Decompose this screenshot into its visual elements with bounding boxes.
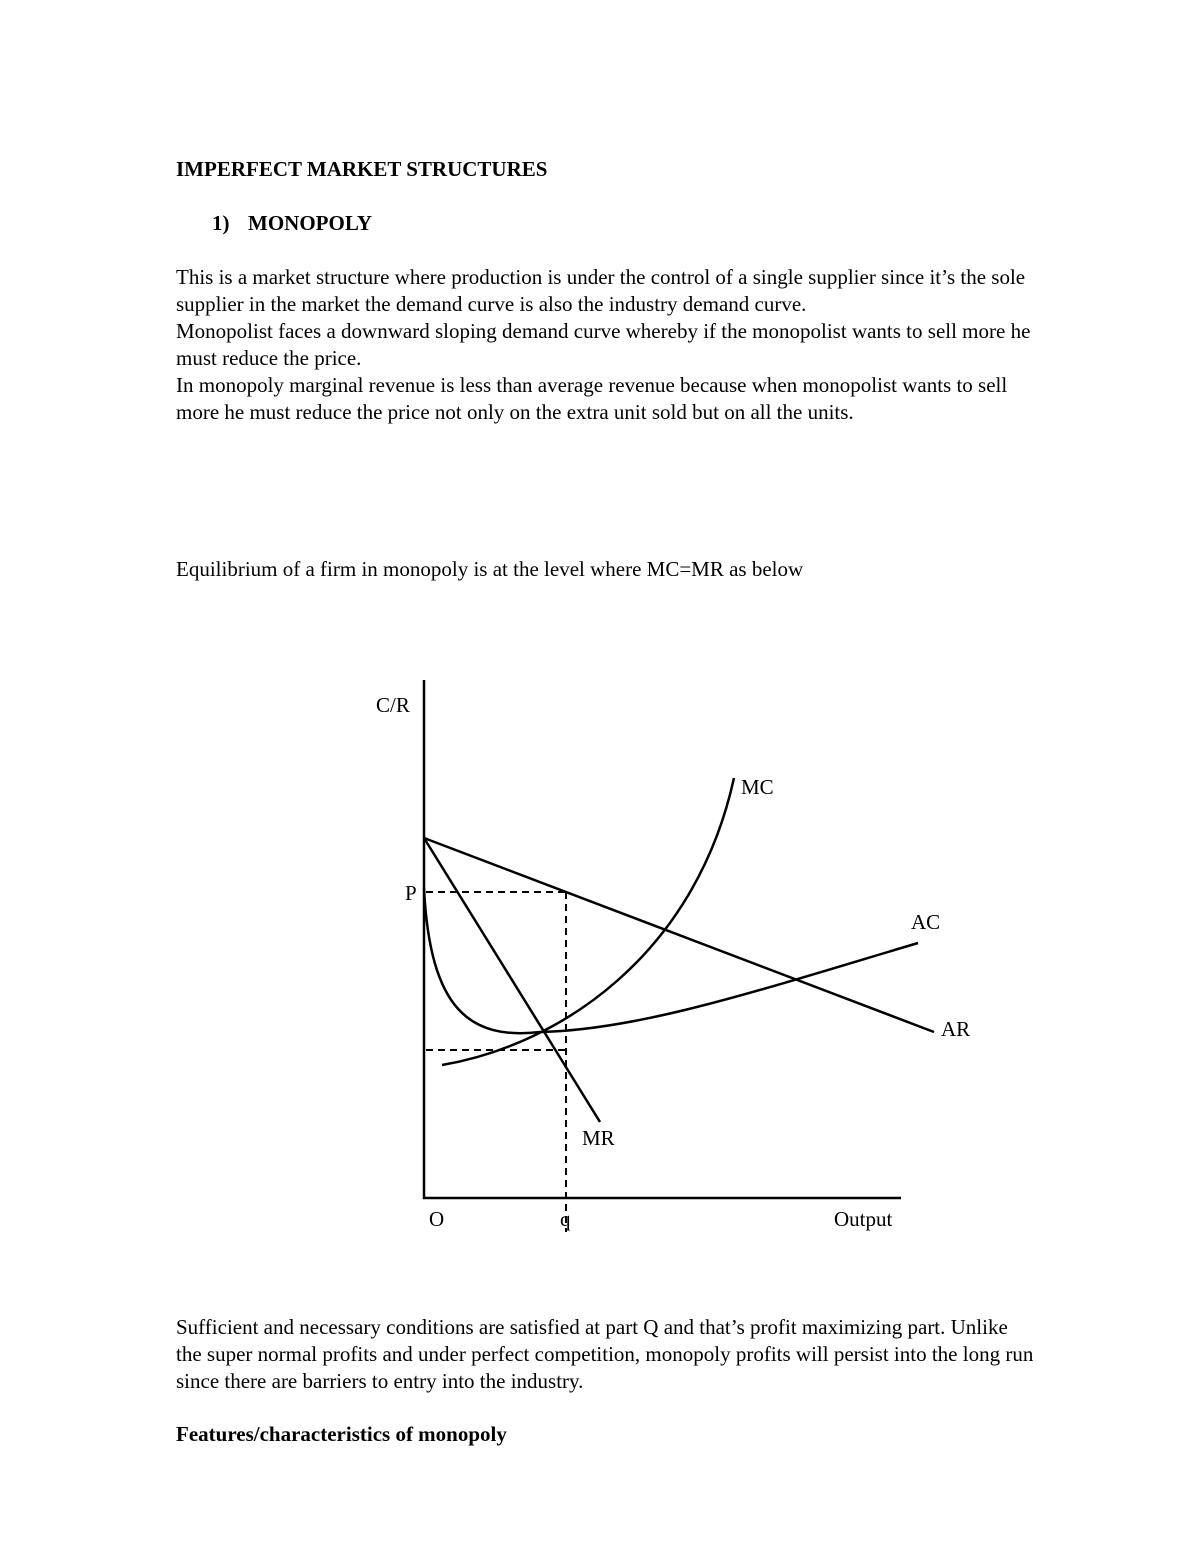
mr-label: MR	[582, 1126, 615, 1150]
document-title: IMPERFECT MARKET STRUCTURES	[176, 157, 548, 181]
section-number: 1)	[212, 211, 230, 235]
paragraph-definition: This is a market structure where production is under the control of a single supplier since it’s the sole supplier in the market the demand curve is also the industry demand curve.	[176, 265, 1026, 316]
mc-curve	[442, 778, 734, 1065]
ac-label: AC	[911, 910, 941, 934]
paragraph-marginal-revenue: In monopoly marginal revenue is less than average revenue because when monopolist wants to sell more he must reduce the price not only on the extra unit sold but on all the units.	[176, 373, 1008, 424]
paragraph-conclusion: Sufficient and necessary conditions are satisfied at part Q and that’s profit maximizing part. Unlike the super normal profits and under perfect competition, monopoly profits will persist into the long run since there are barriers to entry into the industry.	[176, 1315, 1034, 1393]
y-axis-label: C/R	[376, 693, 410, 717]
mc-label: MC	[741, 775, 774, 799]
section-title: MONOPOLY	[248, 211, 373, 235]
origin-label: O	[429, 1207, 445, 1231]
mr-curve	[424, 838, 600, 1122]
paragraph-equilibrium: Equilibrium of a firm in monopoly is at the level where MC=MR as below	[176, 557, 804, 581]
ar-label: AR	[941, 1017, 971, 1041]
ar-curve	[424, 838, 934, 1032]
price-label: P	[405, 881, 417, 905]
quantity-label: q	[560, 1207, 571, 1231]
x-axis-label: Output	[834, 1207, 893, 1231]
ac-curve	[424, 888, 918, 1033]
paragraph-demand-curve: Monopolist faces a downward sloping demand curve whereby if the monopolist wants to sell more he must reduce the price.	[176, 319, 1031, 370]
features-heading: Features/characteristics of monopoly	[176, 1422, 507, 1446]
